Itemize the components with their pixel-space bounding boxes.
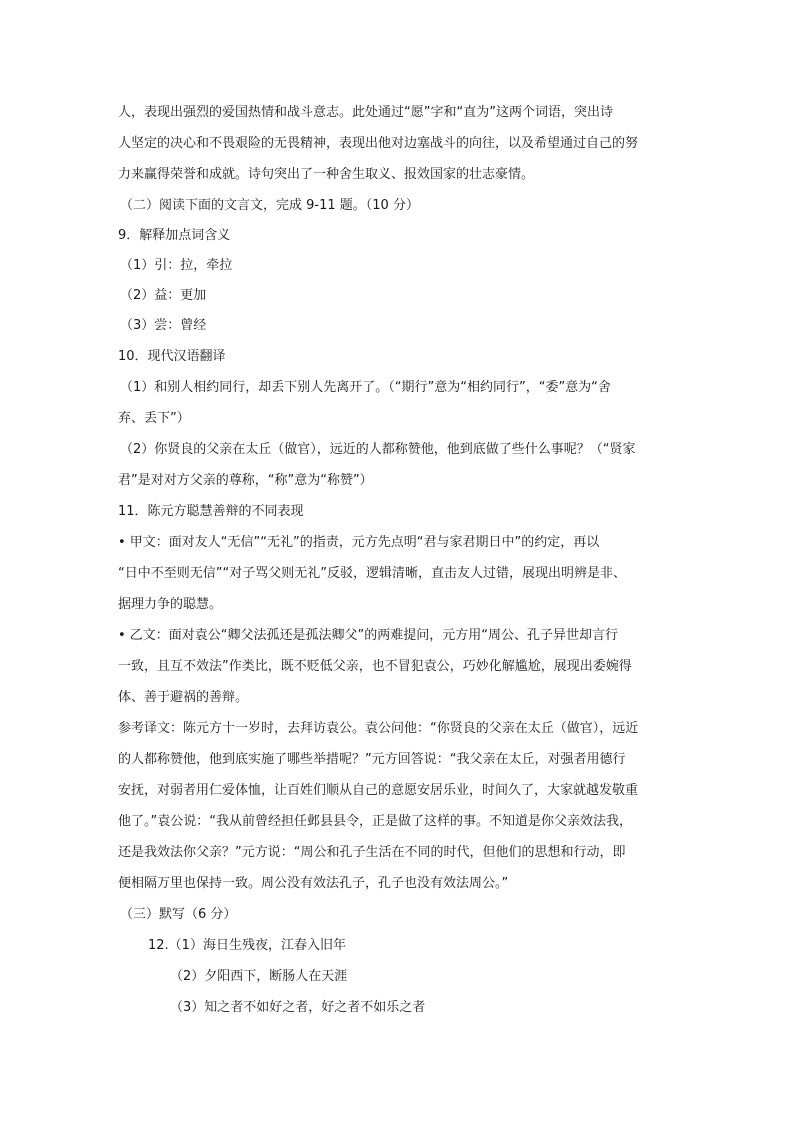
translation-line: 参考译文：陈元方十一岁时，去拜访袁公。袁公问他：“你贤良的父亲在太丘（做官），远近 [118, 721, 639, 736]
answer-item: （2）你贤良的父亲在太丘（做官），远近的人都称赞他，他到底做了些什么事呢？（“贤家 [120, 442, 636, 457]
paragraph-line: 一致，且互不效法”作类比，既不贬低父亲，也不冒犯袁公，巧妙化解尴尬，展现出委婉得 [118, 659, 632, 674]
translation-line: 便相隔万里也保持一致。周公没有效法孔子，孔子也没有效法周公。” [118, 876, 509, 891]
bullet-item: • 乙文：面对袁公“卿父法孤还是孤法卿父”的两难提问，元方用“周公、孔子异世却言行 [118, 628, 619, 643]
translation-line: 的人都称赞他，他到底实施了哪些举措呢？”元方回答说：“我父亲在太丘，对强者用德行 [118, 752, 626, 767]
translation-line: 他了。”袁公说：“我从前曾经担任邺县县令，正是做了这样的事。不知道是你父亲效法我， [118, 814, 632, 829]
question-heading: 9．解释加点词含义 [118, 228, 231, 243]
question-heading: 10．现代汉语翻译 [118, 349, 226, 364]
section-heading: （三）默写（6 分） [120, 907, 237, 922]
paragraph-line: 君”是对对方父亲的尊称，“称”意为“称赞”） [118, 473, 373, 488]
paragraph-line: 体、善于避祸的善辩。 [118, 690, 249, 705]
section-heading: （二）阅读下面的文言文，完成 9-11 题。（10 分） [120, 198, 419, 213]
answer-item: （3）尝：曾经 [120, 318, 207, 333]
paragraph-line: “日中不至则无信”“对子骂父则无礼”反驳，逻辑清晰，直击友人过错，展现出明辨是非、 [118, 566, 626, 581]
translation-line: 安抚，对弱者用仁爱体恤，让百姓们顺从自己的意愿安居乐业，时间久了，大家就越发敬重 [118, 783, 639, 798]
paragraph-line: 据理力争的聪慧。 [118, 597, 223, 612]
question-heading: 11．陈元方聪慧善辩的不同表现 [118, 504, 304, 519]
paragraph-line: 力来赢得荣誉和成就。诗句突出了一种舍生取义、报效国家的壮志豪情。 [118, 167, 535, 182]
dictation-item: （3）知之者不如好之者，好之者不如乐之者 [170, 1000, 426, 1015]
dictation-item: 12.（1）海日生残夜，江春入旧年 [148, 938, 346, 953]
translation-line: 还是我效法你父亲？”元方说：“周公和孔子生活在不同的时代，但他们的思想和行动，即 [118, 845, 626, 860]
answer-item: （1）引：拉，牵拉 [120, 258, 233, 273]
bullet-item: • 甲文：面对友人“无信”“无礼”的指责，元方先点明“君与家君期日中”的约定，再以 [118, 535, 600, 550]
dictation-item: （2）夕阳西下，断肠人在天涯 [170, 969, 348, 984]
paragraph-line: 弃、丢下”） [118, 411, 190, 426]
answer-item: （1）和别人相约同行，却丢下别人先离开了。（“期行”意为“相约同行”，“委”意为“舍 [120, 380, 611, 395]
answer-item: （2）益：更加 [120, 288, 207, 303]
paragraph-line: 人坚定的决心和不畏艰险的无畏精神，表现出他对边塞战斗的向往，以及希望通过自己的努 [118, 136, 639, 151]
paragraph-line: 人，表现出强烈的爱国热情和战斗意志。此处通过“愿”字和“直为”这两个词语，突出诗 [118, 105, 613, 120]
